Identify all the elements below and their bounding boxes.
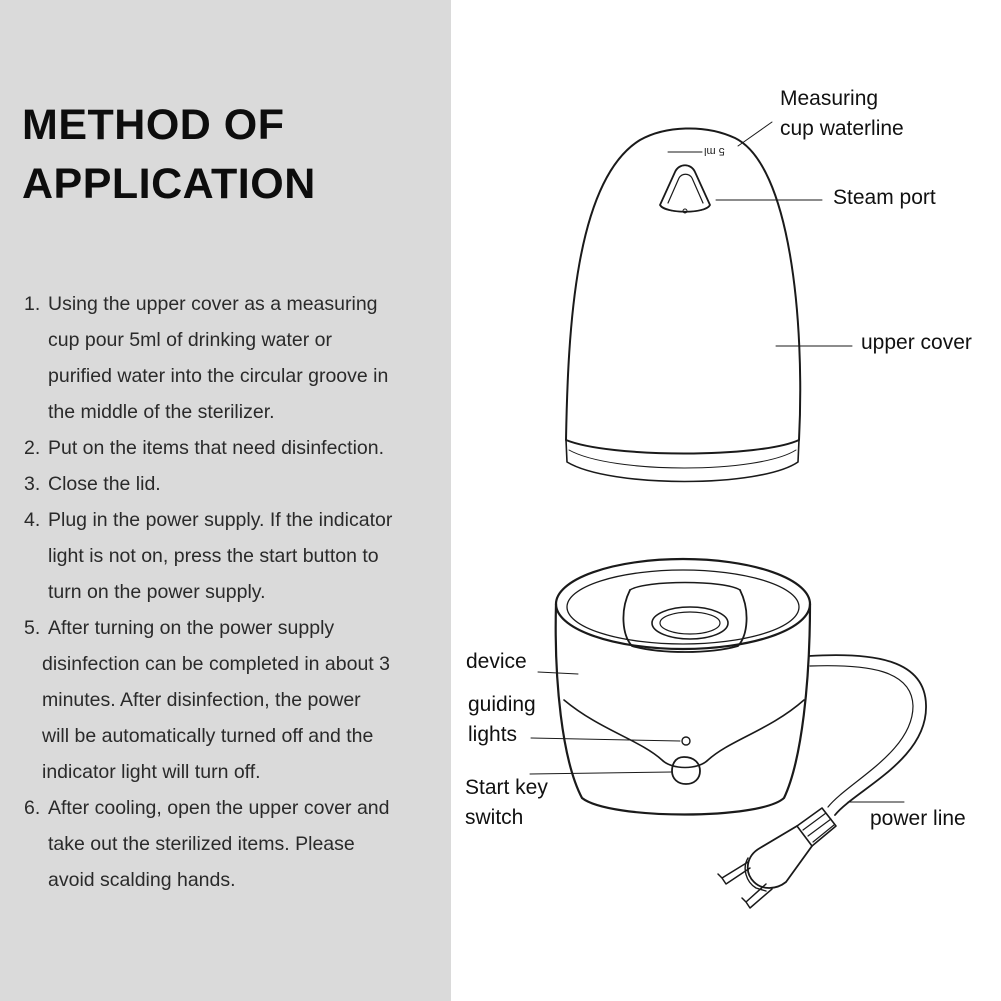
power-cord-inner	[810, 666, 913, 807]
label-measuring-waterline: Measuring cup waterline	[780, 87, 904, 140]
step-number: 6.	[24, 797, 41, 819]
base-rim-outer	[556, 559, 810, 649]
step-text-line: the middle of the sterilizer.	[48, 401, 275, 423]
inner-cup-top	[630, 583, 740, 591]
step-text-line: Using the upper cover as a measuring	[48, 293, 378, 315]
plug-ridge	[803, 813, 826, 830]
steam-port-icon	[660, 165, 710, 212]
step-number: 3.	[24, 473, 41, 495]
step-number: 1.	[24, 293, 41, 315]
label-upper-cover: upper cover	[861, 331, 972, 354]
step-text-line: minutes. After disinfection, the power	[42, 689, 361, 711]
step-item	[22, 502, 447, 610]
label-power-line: power line	[870, 807, 966, 830]
leader-guiding-lights	[531, 738, 680, 741]
steps-list	[22, 286, 447, 898]
title-line-1: METHOD OF	[22, 101, 285, 149]
step-text-line: After turning on the power supply	[48, 617, 335, 639]
step-text-line: indicator light will turn off.	[42, 761, 261, 783]
power-cord	[809, 655, 926, 815]
step-item	[22, 610, 447, 790]
step-text-line: Close the lid.	[48, 473, 161, 495]
step-text-line: purified water into the circular groove in	[48, 365, 389, 387]
cover-marking-text: 5 ml	[704, 145, 725, 157]
step-item	[22, 790, 447, 898]
label-start-key-switch: Start key switch	[465, 776, 548, 829]
plug-ridge	[813, 825, 834, 842]
start-key-switch-icon	[672, 757, 700, 784]
step-text-line: disinfection can be completed in about 3	[42, 653, 390, 675]
step-item	[22, 430, 447, 466]
step-text-line: turn on the power supply.	[48, 581, 266, 603]
leader-lines	[530, 122, 904, 802]
step-text-line: cup pour 5ml of drinking water or	[48, 329, 332, 351]
step-number: 2.	[24, 437, 41, 459]
label-steam-port: Steam port	[833, 186, 936, 209]
label-guiding-lights: guiding lights	[468, 693, 536, 746]
step-text-line: Put on the items that need disinfection.	[48, 437, 385, 459]
step-text-line: Plug in the power supply. If the indicator	[48, 509, 393, 531]
step-text-line: light is not on, press the start button to	[48, 545, 379, 567]
step-text-line: take out the sterilized items. Please	[48, 833, 355, 855]
guiding-light-icon	[682, 737, 690, 745]
step-item	[22, 466, 447, 502]
leader-start-key	[530, 772, 672, 774]
plug-body	[748, 826, 812, 888]
instructions-panel	[0, 0, 451, 1001]
page-title	[22, 96, 316, 214]
center-groove-inner	[660, 612, 720, 634]
steam-port-base	[660, 205, 710, 212]
upper-cover-drawing	[566, 128, 800, 481]
step-text-line: avoid scalding hands.	[48, 869, 236, 891]
base-drawing	[556, 559, 810, 815]
power-cord-drawing	[718, 655, 926, 908]
upper-cover-outline	[566, 128, 800, 453]
step-number: 4.	[24, 509, 41, 531]
step-number: 5.	[24, 617, 41, 639]
plug-strain-relief	[797, 808, 836, 846]
step-item	[22, 286, 447, 430]
step-text-line: will be automatically turned off and the	[42, 725, 374, 747]
step-text-line: After cooling, open the upper cover and	[48, 797, 390, 819]
title-line-2: APPLICATION	[22, 160, 316, 208]
sterilizer-diagram	[451, 0, 1001, 1001]
label-device: device	[466, 650, 527, 673]
leader-waterline	[738, 122, 772, 146]
diagram-panel	[451, 0, 1001, 1001]
